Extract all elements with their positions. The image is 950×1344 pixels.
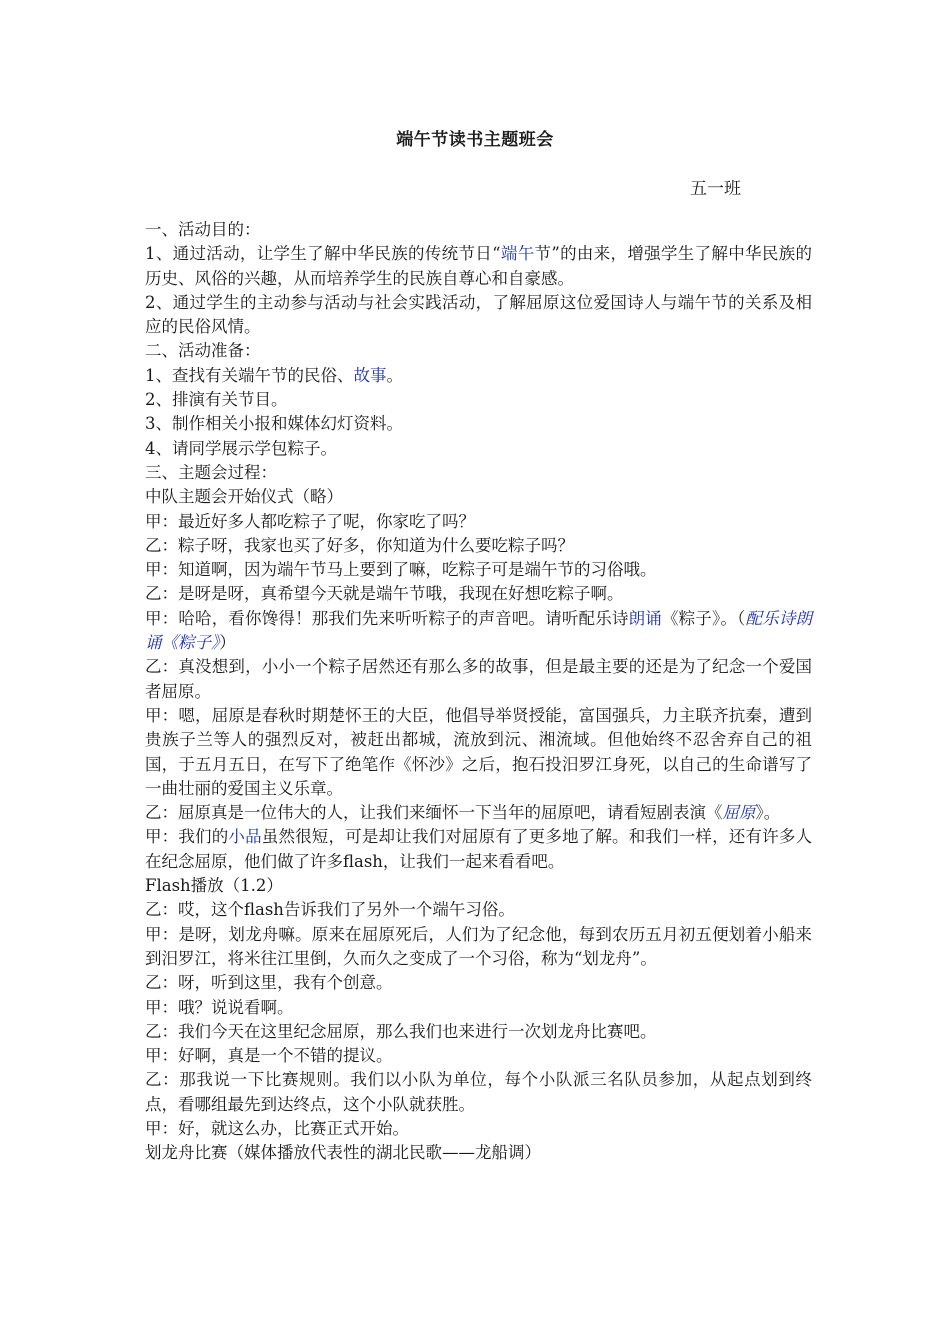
paragraph-text: 中队主题会开始仪式（略） <box>145 487 343 507</box>
hyperlink-text[interactable]: 配乐诗朗诵《粽子》 <box>145 608 813 653</box>
paragraph <box>145 339 812 363</box>
paragraph-text: 甲：我们的 <box>145 827 229 847</box>
paragraph-text: 三、主题会过程： <box>145 462 277 482</box>
paragraph-text: 《粽子》。（ <box>661 608 746 628</box>
paragraph-text: 乙：粽子呀，我家也买了好多，你知道为什么要吃粽子吗？ <box>145 535 574 555</box>
paragraph <box>145 510 812 534</box>
paragraph <box>145 1068 812 1117</box>
paragraph-text: 》。 <box>755 803 781 823</box>
paragraph-text: 。 <box>386 365 403 385</box>
paragraph <box>145 825 812 874</box>
paragraph-text: 乙：我们今天在这里纪念屈原，那么我们也来进行一次划龙舟比赛吧。 <box>145 1021 657 1041</box>
hyperlink-text[interactable]: 屈原 <box>722 803 756 823</box>
paragraph <box>145 218 812 242</box>
paragraph <box>145 801 812 825</box>
paragraph <box>145 558 812 582</box>
paragraph-text: 甲：哈哈，看你馋得！那我们先来听听粽子的声音吧。请听配乐诗 <box>145 608 629 628</box>
paragraph-text: 一、活动目的： <box>145 220 261 239</box>
paragraph <box>145 582 812 606</box>
paragraph-text: 划龙舟比赛（媒体播放代表性的湖北民歌——龙船调） <box>145 1143 541 1163</box>
hyperlink-text[interactable]: 端午 <box>500 244 535 264</box>
paragraph <box>145 364 812 388</box>
paragraph-text: 2、通过学生的主动参与活动与社会实践活动，了解屈原这位爱国诗人与端午节的关系及相应的民俗风情。 <box>145 292 812 337</box>
paragraph-text: 甲：知道啊，因为端午节马上要到了嘛，吃粽子可是端午节的习俗哦。 <box>145 560 657 580</box>
paragraph-text: 二、活动准备： <box>145 341 261 361</box>
paragraph <box>145 461 812 485</box>
paragraph-text: ） <box>219 633 236 653</box>
paragraph <box>145 1020 812 1044</box>
hyperlink-text[interactable]: 故事 <box>353 365 387 385</box>
paragraph-text: 乙：哎，这个flash告诉我们了另外一个端午习俗。 <box>145 900 515 920</box>
paragraph-text: 乙：是呀是呀，真希望今天就是端午节哦，我现在好想吃粽子啊。 <box>145 584 624 604</box>
paragraph-text: 甲：好，就这么办，比赛正式开始。 <box>145 1118 409 1138</box>
paragraph-text: 乙：呀，听到这里，我有个创意。 <box>145 973 393 993</box>
paragraph <box>145 242 812 291</box>
paragraph <box>145 1044 812 1068</box>
hyperlink-text[interactable]: 朗诵 <box>628 608 662 628</box>
paragraph-text: 甲：是呀，划龙舟嘛。原来在屈原死后，人们为了纪念他，每到农历五月初五便划着小船来到汨罗江，将米往江里倒，久而久之变成了一个习俗，称为“划龙舟”。 <box>145 924 812 968</box>
paragraph-text: 1、通过活动，让学生了解中华民族的传统节日“ <box>145 244 501 264</box>
paragraph <box>145 291 812 340</box>
paragraph <box>145 485 812 509</box>
paragraph-text: Flash播放（1.2） <box>145 876 283 896</box>
paragraph <box>145 1141 812 1165</box>
paragraph-text: 1、查找有关端午节的民俗、 <box>145 365 354 385</box>
paragraph-text: 甲：最近好多人都吃粽子了呢，你家吃了吗？ <box>145 511 475 531</box>
paragraph-text: 乙：真没想到，小小一个粽子居然还有那么多的故事，但是最主要的还是为了纪念一个爱国者屈原。 <box>145 657 812 701</box>
paragraph-text: 节”的由来，增强学生了解中华民族的历史、风俗的兴趣，从而培养学生的民族自尊心和自豪感。 <box>145 244 813 288</box>
doc-title: 端午节读书主题班会 <box>396 130 554 150</box>
paragraph-text: 4、请同学展示学包粽子。 <box>145 438 337 458</box>
paragraph <box>145 655 812 704</box>
paragraph-text: 甲：好啊，真是一个不错的提议。 <box>145 1046 393 1066</box>
paragraph <box>145 996 812 1020</box>
paragraph <box>145 923 812 972</box>
paragraph <box>145 437 812 461</box>
paragraph-text: 虽然很短，可是却让我们对屈原有了更多地了解。和我们一样，还有许多人在纪念屈原，他们做了许多flash，让我们一起来看看吧。 <box>145 827 813 871</box>
paragraph <box>145 971 812 995</box>
paragraph <box>145 874 812 898</box>
class-name: 五一班 <box>690 179 741 199</box>
paragraph <box>145 704 812 801</box>
paragraph-text: 乙：屈原真是一位伟大的人，让我们来缅怀一下当年的屈原吧，请看短剧表演《 <box>145 803 723 823</box>
paragraph-text: 乙：那我说一下比赛规则。我们以小队为单位，每个小队派三名队员参加，从起点划到终点，看哪组最先到达终点，这个小队就获胜。 <box>145 1070 812 1114</box>
hyperlink-text[interactable]: 小品 <box>228 827 262 847</box>
paragraph-text: 甲：嗯，屈原是春秋时期楚怀王的大臣，他倡导举贤授能，富国强兵，力主联齐抗秦，遭到贵族子兰等人的强烈反对，被赶出都城，流放到沅、湘流域。但他始终不忍舍弃自己的祖国，于五月五日，在写下了绝笔作《怀沙》之后，抱石投汨罗江身死，以自己的生命谱写了一曲壮丽的爱国主义乐章。 <box>145 705 812 798</box>
paragraph <box>145 607 812 656</box>
paragraph-text: 甲：哦？说说看啊。 <box>145 997 294 1017</box>
paragraph <box>145 388 812 412</box>
paragraph <box>145 412 812 436</box>
paragraph <box>145 898 812 922</box>
paragraph <box>145 534 812 558</box>
paragraph-text: 2、排演有关节目。 <box>145 390 288 410</box>
paragraph-text: 3、制作相关小报和媒体幻灯资料。 <box>145 414 403 434</box>
paragraph <box>145 1117 812 1141</box>
doc-body <box>145 218 812 1166</box>
